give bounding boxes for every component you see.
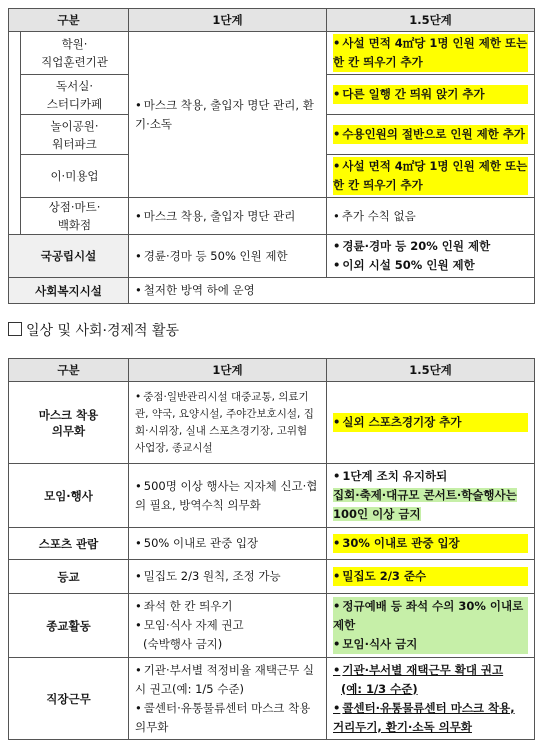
col-header-stage15: 1.5단계 xyxy=(327,359,535,382)
col-header-stage1: 1단계 xyxy=(129,9,327,32)
religion-stage1: • 좌석 한 칸 띄우기 • 모임·식사 자제 권고 (숙박행사 금지) xyxy=(129,594,327,658)
school-stage1: • 밀집도 2/3 원칙, 조정 가능 xyxy=(129,560,327,594)
row-label-amusement: 놀이공원· 워터파크 xyxy=(21,115,129,155)
table-activities xyxy=(8,358,535,740)
row-label-mart: 상점·마트· 백화점 xyxy=(21,198,129,235)
row-label-academy: 학원· 직업훈련기관 xyxy=(21,32,129,75)
events-stage15: • 1단계 조치 유지하되 집회·축제·대규모 콘서트·학술행사는 100인 이상 금지 xyxy=(327,464,535,528)
checkbox-square-icon xyxy=(8,322,22,336)
row-label-school: 등교 xyxy=(9,560,129,594)
group-stage1: • 마스크 착용, 출입자 명단 관리, 환기·소독 xyxy=(129,32,327,198)
col-header-stage1: 1단계 xyxy=(129,359,327,382)
events-stage1: • 500명 이상 행사는 지자체 신고·협의 필요, 방역수칙 의무화 xyxy=(129,464,327,528)
public-stage15: • 경륜·경마 등 20% 인원 제한 • 이외 시설 50% 인원 제한 xyxy=(327,235,535,278)
mask-stage1: • 중점·일반관리시설 대중교통, 의료기관, 약국, 요양시설, 주야간보호시설, 집회·시위장, 실내 스포츠경기장, 고위험 사업장, 종교시설 xyxy=(129,382,327,464)
col-header-category: 구분 xyxy=(9,359,129,382)
row-label-public: 국공립시설 xyxy=(9,235,129,278)
work-stage15: • 기관·부서별 재택근무 확대 권고 (예: 1/3 수준) • 콜센터·유통물류센터 마스크 착용, 거리두기, 환기·소독 의무화 xyxy=(327,658,535,740)
row-label-welfare: 사회복지시설 xyxy=(9,278,129,304)
sports-stage15: • 30% 이내로 관중 입장 xyxy=(327,528,535,560)
welfare-stage1: • 철저한 방역 하에 운영 xyxy=(129,278,535,304)
readingroom-stage15: • 다른 일행 간 띄워 앉기 추가 xyxy=(327,75,535,115)
beauty-stage15: • 사설 면적 4㎡당 1명 인원 제한 또는 한 칸 띄우기 추가 xyxy=(327,155,535,198)
mask-stage15: • 실외 스포츠경기장 추가 xyxy=(327,382,535,464)
row-label-beauty: 이·미용업 xyxy=(21,155,129,198)
indent-cell xyxy=(9,32,21,235)
public-stage1: • 경륜·경마 등 50% 인원 제한 xyxy=(129,235,327,278)
amusement-stage15: • 수용인원의 절반으로 인원 제한 추가 xyxy=(327,115,535,155)
col-header-category: 구분 xyxy=(9,9,129,32)
row-label-religion: 종교활동 xyxy=(9,594,129,658)
mart-stage1: • 마스크 착용, 출입자 명단 관리 xyxy=(129,198,327,235)
work-stage1: • 기관·부서별 적정비율 재택근무 실시 권고(예: 1/5 수준) • 콜센터·유통물류센터 마스크 착용 의무화 xyxy=(129,658,327,740)
section-title: 일상 및 사회·경제적 활동 xyxy=(8,320,179,340)
sports-stage1: • 50% 이내로 관중 입장 xyxy=(129,528,327,560)
row-label-sports: 스포츠 관람 xyxy=(9,528,129,560)
mart-stage15: • 추가 수칙 없음 xyxy=(327,198,535,235)
row-label-events: 모임·행사 xyxy=(9,464,129,528)
religion-stage15: • 정규예배 등 좌석 수의 30% 이내로 제한 • 모임·식사 금지 xyxy=(327,594,535,658)
row-label-mask: 마스크 착용 의무화 xyxy=(9,382,129,464)
col-header-stage15: 1.5단계 xyxy=(327,9,535,32)
academy-stage15: • 사설 면적 4㎡당 1명 인원 제한 또는 한 칸 띄우기 추가 xyxy=(327,32,535,75)
row-label-work: 직장근무 xyxy=(9,658,129,740)
row-label-readingroom: 독서실· 스터디카페 xyxy=(21,75,129,115)
school-stage15: • 밀집도 2/3 준수 xyxy=(327,560,535,594)
table-facilities xyxy=(8,8,535,304)
